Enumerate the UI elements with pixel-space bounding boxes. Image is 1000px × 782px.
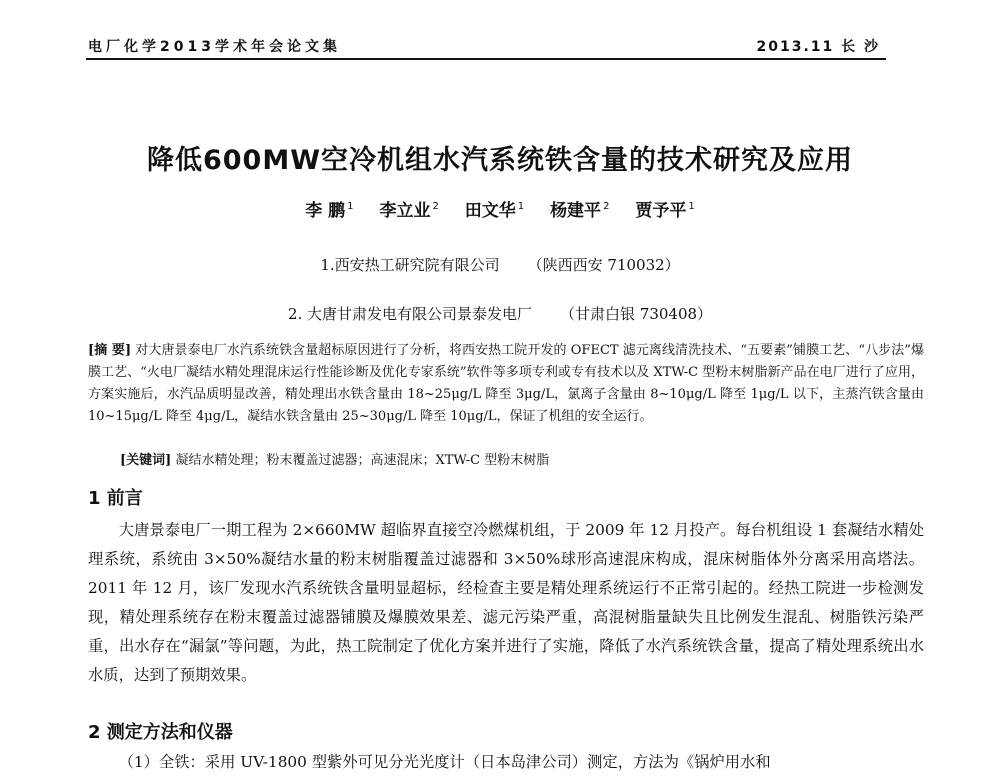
affiliation-1: 1.西安热工研究院有限公司 （陕西西安 710032） — [320, 256, 680, 274]
abstract — [88, 340, 924, 428]
section-body: （1）全铁：采用 UV-1800 型紫外可见分光光度计（日本岛津公司）测定，方法为《锅炉用水和 — [118, 753, 771, 771]
abstract-label: [摘 要] — [88, 343, 132, 358]
keywords-text: 凝结水精处理；粉末覆盖过滤器；高速混床；XTW-C 型粉末树脂 — [171, 453, 550, 468]
author: 李立业 $^2$ — [379, 201, 439, 221]
abstract-text: 对大唐景泰电厂水汽系统铁含量超标原因进行了分析，将西安热工院开发的 OFECT 滤元离线清洗技术、“五要素”铺膜工艺、“八步法”爆膜工艺、“火电厂凝结水精处理混床运行性能诊断及优化专家系统”软件等多项专利或专有技术以及 XTW-C 型粉末树脂新产品在电厂进行了应用，方案实施后，水汽品质明显改善，精处理出水铁含量由 18~25μg/L 降至 3μg/L，氯离子含量由 8~10μg/L 降至 1μg/L 以下，主蒸汽铁含量由 10~15μg/L 降至 4μg/L，凝结水铁含量由 25~30μg/L 降至 10μg/L，保证了机组的安全运行。 — [88, 343, 924, 424]
keywords-label: [关键词] — [120, 453, 172, 468]
keywords — [120, 450, 920, 472]
section-heading: 2 测定方法和仪器 — [88, 722, 233, 743]
header-proceedings-title: 电厂化学2013学术年会论文集 — [88, 39, 341, 55]
author: 杨建平 $^2$ — [550, 201, 610, 221]
running-header — [86, 34, 886, 60]
section-heading: 1 前言 — [88, 488, 143, 509]
author: 田文华 $^1$ — [464, 201, 525, 221]
paper-title: 降低600MW空冷机组水汽系统铁含量的技术研究及应用 — [146, 145, 853, 176]
affiliation-2: 2. 大唐甘肃发电有限公司景泰发电厂 （甘肃白银 730408） — [287, 305, 713, 323]
header-date-location: 2013.11 长 沙 — [756, 39, 880, 55]
author: 李 鹏 $^1$ — [305, 201, 354, 221]
author-list — [0, 196, 1000, 221]
section-body: 大唐景泰电厂一期工程为 2×660MW 超临界直接空冷燃煤机组，于 2009 年 12 月投产。每台机组设 1 套凝结水精处理系统，系统由 3×50%凝结水量的粉末树脂覆盖过滤器和 3×50%球形高速混床构成，混床树脂体外分离采用高塔法。2011 年 12 月，该厂发现水汽系统铁含量明显超标，经检查主要是精处理系统运行不正常引起的。经热工院进一步检测发现，精处理系统存在粉末覆盖过滤器铺膜及爆膜效果差、滤元污染严重，高混树脂量缺失且比例发生混乱、树脂铁污染严重，出水存在“漏氯”等问题，为此，热工院制定了优化方案并进行了实施，降低了水汽系统铁含量，提高了精处理系统出水水质，达到了预期效果。 — [88, 521, 924, 684]
author: 贾予平 $^1$ — [635, 201, 695, 221]
